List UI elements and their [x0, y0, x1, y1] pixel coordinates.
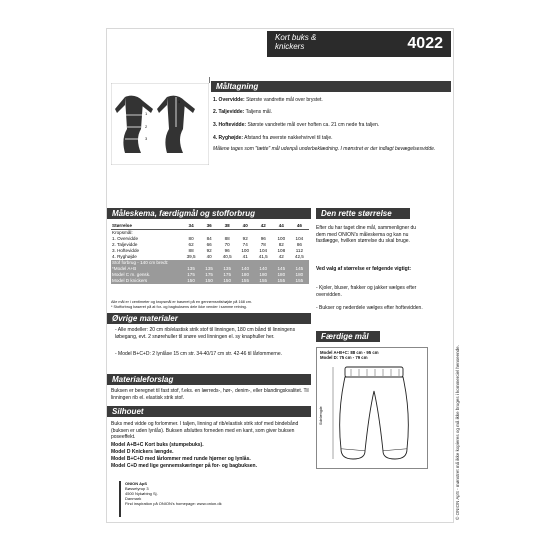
- maaltagning-item-1: 1. Overvidde: Største vandrette mål over brystet.: [213, 97, 323, 103]
- cell: 46: [290, 223, 309, 230]
- silhouet-line-3: Model B+C+D med lårlommer med runde hjørner og lynlås.: [111, 456, 251, 462]
- cell: 180: [237, 272, 254, 278]
- cell: 145: [273, 266, 290, 272]
- cell: 40: [206, 254, 212, 259]
- cell: 34: [182, 223, 201, 230]
- cell: 70: [224, 242, 230, 247]
- cell: 112: [295, 248, 304, 253]
- cell: 145: [290, 266, 309, 272]
- section-heading-faerdige: Færdige mål: [316, 331, 380, 342]
- materialeforslag-text: Buksen er beregnet til fast stof, f.eks. en lærreds-, hør-, denim-, eller blandingskvalitet. Til linningen rib el. elastisk strik stof.: [111, 388, 309, 401]
- cell: Størrelse: [111, 223, 182, 230]
- maaltagning-note: Målene tages som "tætte" mål udenpå underbeklædning. I mønstret er der indlagt bevægelsesvidde.: [213, 146, 436, 152]
- cell: 100: [277, 236, 286, 241]
- svg-text:3: 3: [145, 136, 148, 141]
- section-heading-rette: Den rette størrelse: [316, 208, 410, 219]
- cell: 1. Overvidde: [112, 236, 139, 241]
- cell: 2. Taljevidde: [112, 242, 138, 247]
- cell: 42,5: [294, 254, 304, 259]
- silhouet-line-1: Model A+B+C Kort buks (stumpebuks).: [111, 442, 204, 448]
- footer-company: ONION ApS: [125, 481, 148, 486]
- cell: 135: [182, 266, 201, 272]
- cell: Model D knickers: [111, 278, 182, 284]
- cell: 155: [290, 278, 309, 284]
- silhouet-line-4: Model C+D med lige gennemskæringer på for- og bagbuksen.: [111, 463, 257, 469]
- cell: 104: [259, 248, 268, 253]
- body-measure-figure: [111, 83, 209, 165]
- cell: 3. Hoftevidde: [112, 248, 140, 253]
- cell: 135: [218, 266, 237, 272]
- faerdige-side-label: Sidelængde: [319, 406, 323, 425]
- svg-text:2: 2: [145, 124, 148, 129]
- cell: 40,5: [222, 254, 232, 259]
- cell: 92: [206, 248, 212, 253]
- cell: 78: [260, 242, 266, 247]
- rette-bold: Ved valg af størrelse er følgende vigtigt:: [316, 266, 412, 272]
- rette-bullet-2: - Bukser og nederdele vælges efter hoftevidden.: [316, 305, 423, 311]
- rette-text: Efter du har taget dine mål, sammenligner du dem med ONION's måleskema og kan nu fastlægge, hvilken størrelse du skal bruge.: [316, 225, 417, 245]
- faerdige-line-2: Model D: 75 cm - 79 cm: [320, 355, 368, 360]
- table-note-2: * Stofforbrug baseret på at for- og bagbuksens dele ikke vender i samme retning.: [111, 305, 247, 309]
- footer-address-1: Bøssetyrup 3: [125, 486, 149, 491]
- section-heading-materialeforslag: Materialeforslag: [107, 374, 311, 385]
- cell: 44: [273, 223, 290, 230]
- cell: *Model A+B: [111, 266, 182, 272]
- trousers-drawing: [329, 363, 421, 463]
- cell: 62: [188, 242, 194, 247]
- cell: 92: [242, 236, 248, 241]
- cell: 74: [242, 242, 248, 247]
- oevrige-item-1: - Alle modeller: 20 cm rib/elastisk strik stof til linningen, 180 cm bånd til linningens løbegang, evt. 2 snørehuller til snøre ved linningen el. sy knaphuller her.: [115, 327, 296, 340]
- svg-text:4: 4: [178, 99, 181, 104]
- footer-web: Find inspiration på ONION's homepage: www.onion.dk: [125, 501, 222, 506]
- cell: 150: [201, 278, 218, 284]
- cell: 42: [254, 223, 273, 230]
- section-heading-maaltagning: Måltagning: [211, 81, 451, 92]
- cell: 96: [224, 248, 230, 253]
- cell: 108: [277, 248, 286, 253]
- cell: Kropsmål:: [112, 230, 133, 235]
- cell: 80: [188, 236, 194, 241]
- cell: 66: [206, 242, 212, 247]
- cell: 104: [295, 236, 304, 241]
- footer-country: Danmark: [125, 496, 142, 501]
- cell: 38: [218, 223, 237, 230]
- cell: 86: [296, 242, 302, 247]
- table-note-1: Alle mål er i centimeter og kropsmål er baseret på en gennemsnitshøjde på 168 cm.: [111, 300, 252, 304]
- cell: 36: [201, 223, 218, 230]
- cell: 180: [254, 272, 273, 278]
- rette-bullet-1: - Kjoler, bluser, frakker og jakker vælges efter overvidden.: [316, 285, 417, 298]
- header-box: [267, 31, 451, 57]
- cell: 100: [241, 248, 250, 253]
- cell: Model C m. gensk.: [111, 272, 182, 278]
- section-heading-maaleskema: Måleskema, færdigmål og stofforbrug: [107, 208, 311, 219]
- footer-address-2: 4500 Nykøbing Sj.: [125, 491, 158, 496]
- silhouet-text: Buks med vidde og forlommer. I taljen, linning af rib/elastisk strik stof med bindebånd (buksen er uden lynlås). Buksen afsluttes forneden med en kant, som giver buksen poseeffekt.: [111, 421, 299, 441]
- cell: 175: [182, 272, 201, 278]
- cell: 155: [273, 278, 290, 284]
- cell: 155: [237, 278, 254, 284]
- section-heading-silhouet: Silhouet: [107, 406, 311, 417]
- header-title: Kort buks & knickers: [275, 33, 317, 51]
- divider: [209, 77, 210, 83]
- pattern-sheet: [107, 29, 453, 522]
- cell: 82: [278, 242, 284, 247]
- cell: 39,5: [186, 254, 196, 259]
- cell: 40: [237, 223, 254, 230]
- silhouet-line-2: Model D Knickers længde.: [111, 449, 174, 455]
- cell: 140: [237, 266, 254, 272]
- cell: 140: [254, 266, 273, 272]
- cell: 88: [224, 236, 230, 241]
- cell: 180: [273, 272, 290, 278]
- cell: 150: [218, 278, 237, 284]
- section-heading-oevrige: Øvrige materialer: [107, 313, 311, 324]
- cell: 150: [182, 278, 201, 284]
- cell: 4. Ryghøjde: [112, 254, 137, 259]
- cell: 180: [290, 272, 309, 278]
- maaltagning-item-2: 2. Taljevidde: Taljens mål.: [213, 109, 273, 115]
- cell: 175: [201, 272, 218, 278]
- cell: 175: [218, 272, 237, 278]
- size-table: [111, 223, 309, 284]
- copyright-vertical: © ONION ApS - mønstret må ikke kopieres og må ikke bruges i kommerciel henseende.: [455, 345, 460, 520]
- header-number: 4022: [407, 35, 443, 52]
- svg-text:1: 1: [145, 111, 148, 116]
- cell: 155: [254, 278, 273, 284]
- cell: 41,5: [258, 254, 268, 259]
- cell: 135: [201, 266, 218, 272]
- maaltagning-item-4: 4. Ryghøjde: Afstand fra øverste nakkehvirvel til talje.: [213, 135, 333, 141]
- cell: Stof forbrug - 140 cm bredt:: [111, 260, 309, 266]
- cell: 96: [260, 236, 266, 241]
- oevrige-item-2: - Model B+C+D: 2 lynlåse 15 cm str. 34-40/17 cm str. 42-46 til lårlommerne.: [115, 351, 283, 357]
- table-row: [111, 278, 309, 284]
- footer-bar: [119, 481, 121, 517]
- faerdige-line-1: Model A+B+C: 88 cm - 95 cm: [320, 350, 379, 355]
- cell: 42: [278, 254, 284, 259]
- cell: 84: [206, 236, 212, 241]
- cell: 88: [188, 248, 194, 253]
- cell: 41: [242, 254, 248, 259]
- maaltagning-item-3: 3. Hoftevidde: Største vandrette mål over hoften ca. 21 cm nede fra taljen.: [213, 122, 380, 128]
